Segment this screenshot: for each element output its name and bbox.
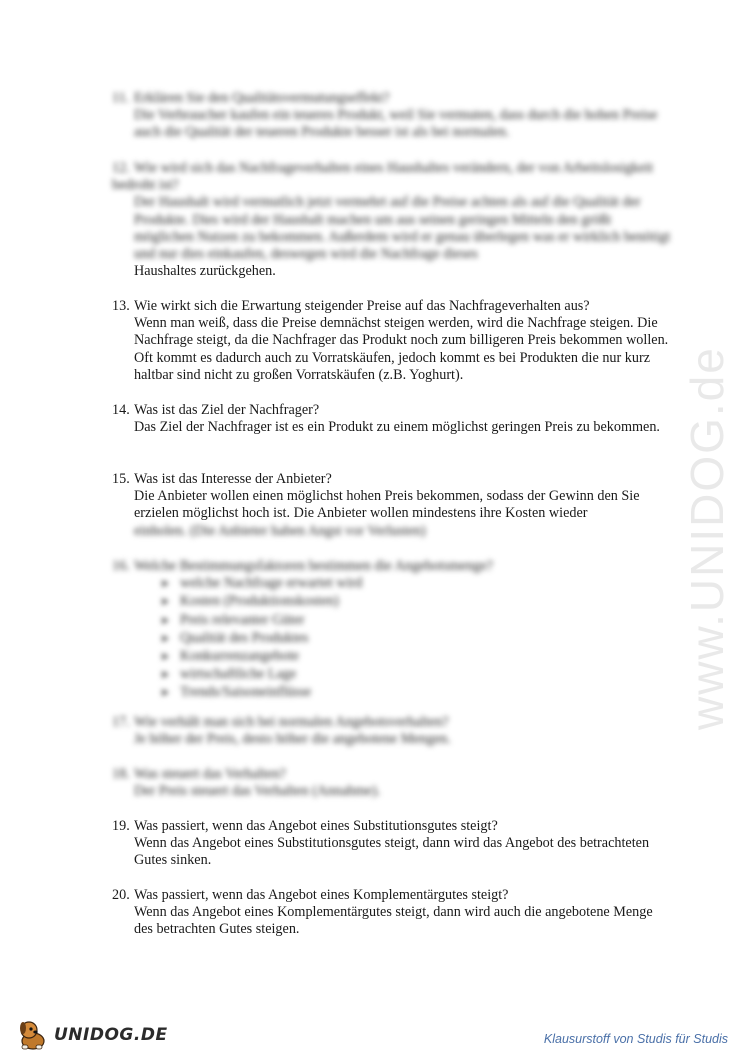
qa-item-16 [112,558,672,703]
question: 17. Wie verhält man sich bei normalen Angebotsverhalten? [112,714,449,730]
list-item: ➤ Kosten (Produktionskosten) [160,593,672,611]
arrow-bullet-icon: ➤ [160,687,170,700]
qa-item-15 [112,471,672,540]
question: 11. Erklären Sie den Qualitätsvermutungseffekt? [112,90,390,106]
watermark: www.UNIDOG.de [681,346,733,730]
answer-blurred: einholen. (Die Anbieter haben Angst vor Verlusten) [134,522,426,539]
qa-item-17 [112,714,672,748]
answer: Der Preis steuert das Verhalten (Annahme). [134,783,381,800]
arrow-bullet-icon: ➤ [160,632,170,645]
question: 16. Welche Bestimmungsfaktoren bestimmen die Angebotsmenge? [112,558,493,574]
answer: Die Anbieter wollen einen möglichst hohen Preis bekommen, sodass der Gewinn den Sie erzielen möglichst hoch ist. Die Anbieter wollen mindestens ihre Kosten wieder [134,488,640,522]
answer: Wenn das Angebot eines Komplementärgutes steigt, dann wird auch die angebotene Menge des betrachten Gutes steigen. [134,904,653,938]
qa-item-12 [112,160,672,280]
logo-text: UNIDOG.DE [54,1025,168,1045]
question: 20. Was passiert, wenn das Angebot eines Komplementärgutes steigt? [112,887,509,903]
qa-item-20 [112,887,672,939]
bullet-list [112,575,672,702]
list-item: ➤ wirtschaftliche Lage [160,666,672,684]
arrow-bullet-icon: ➤ [160,669,170,682]
arrow-bullet-icon: ➤ [160,596,170,609]
answer: Wenn man weiß, dass die Preise demnächst steigen werden, wird die Nachfrage steigen. Die Nachfrage steigt, da die Nachfrager das Produkt noch zum billigeren Preis bekommen wollen. Oft kommt es dadurch auch zu Vorratskäufen, jedoch kommt es bei Produkten die nur kurz haltbar sind nicht zu großen Vorratskäufen (z.B. Yoghurt). [134,315,669,383]
footer-tagline: Klausurstoff von Studis für Studis [543,1032,728,1046]
unidog-logo[interactable] [16,1018,168,1052]
question: 13. Wie wirkt sich die Erwartung steigender Preise auf das Nachfrageverhalten aus? [112,298,590,314]
list-item: ➤ welche Nachfrage erwartet wird [160,575,672,593]
qa-item-18 [112,766,672,800]
question: 15. Was ist das Interesse der Anbieter? [112,471,332,487]
arrow-bullet-icon: ➤ [160,578,170,591]
answer-blurred: Der Haushalt wird vermutlich jetzt vermehrt auf die Preise achten als auf die Qualität der Produkte. Dies wird der Haushalt machen um aus seinen geringen Mitteln den größt möglichen Nutzen zu bekommen. Außerdem wird er genau überlegen was er wirklich benötigt und nur dies einkaufen, deswegen wird die Nachfrage dieses [134,194,671,263]
arrow-bullet-icon: ➤ [160,651,170,664]
qa-item-14 [112,402,672,436]
question: 14. Was ist das Ziel der Nachfrager? [112,402,320,418]
qa-item-19 [112,818,672,870]
answer: Je höher der Preis, desto höher die angebotene Mengen. [134,731,451,748]
question: 12. Wie wird sich das Nachfrageverhalten eines Haushaltes verändern, der von Arbeitslosigkeit bedroht ist? [112,160,654,194]
qa-item-13 [112,298,672,384]
list-item: ➤ Preis relevanter Güter [160,612,672,630]
question: 18. Was steuert das Verhalten? [112,766,286,782]
arrow-bullet-icon: ➤ [160,614,170,627]
list-item: ➤ Konkurrenzangebote [160,648,672,666]
question: 19. Was passiert, wenn das Angebot eines Substitutionsgutes steigt? [112,818,498,834]
answer: Das Ziel der Nachfrager ist es ein Produkt zu einem möglichst geringen Preis zu bekommen. [134,419,660,436]
answer: Die Verbraucher kaufen ein teueres Produkt, weil Sie vermuten, dass durch die hohen Preise auch die Qualität der teueren Produkte besser ist als bei normalen. [134,107,658,141]
dog-mascot-icon [16,1019,50,1051]
answer: Wenn das Angebot eines Substitutionsgutes steigt, dann wird das Angebot des betrachteten Gutes sinken. [134,835,650,869]
qa-item-11 [112,90,672,142]
list-item: ➤ Qualität des Produktes [160,630,672,648]
answer-clear: Haushaltes zurückgehen. [134,263,276,280]
list-item: ➤ Trends/Saisoneinflüsse [160,684,672,702]
